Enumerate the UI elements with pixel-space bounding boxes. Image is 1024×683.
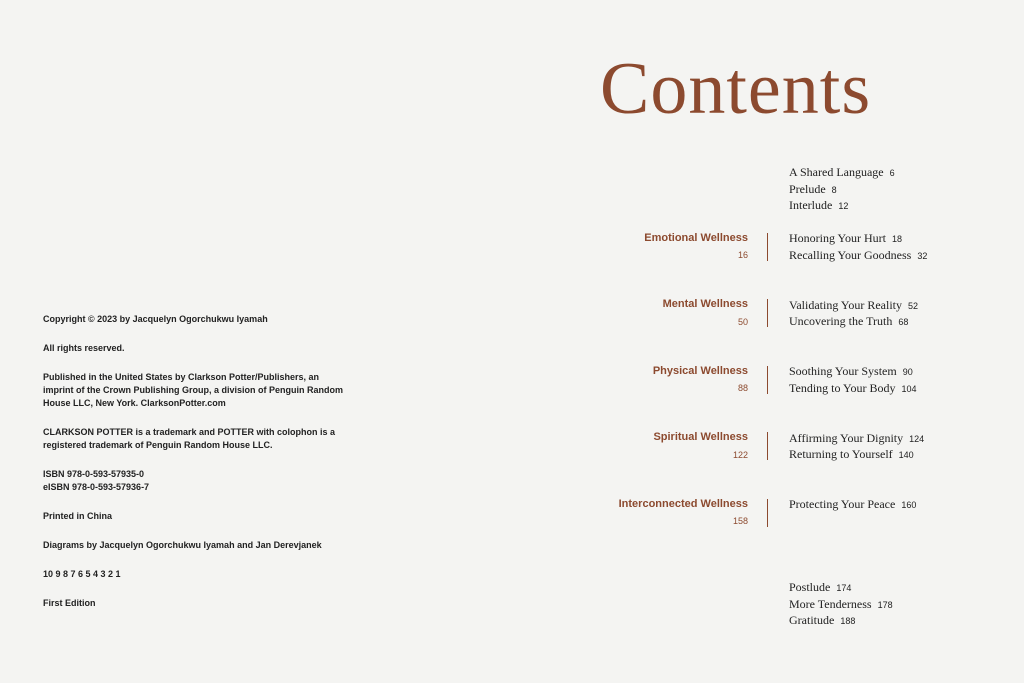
toc-entry-label: Uncovering the Truth (789, 314, 893, 328)
toc-entry[interactable] (789, 579, 851, 596)
copyright-line: Copyright © 2023 by Jacquelyn Ogorchukwu Iyamah (43, 314, 268, 324)
edition-line: First Edition (43, 598, 96, 608)
toc-entry-page: 6 (889, 168, 895, 178)
rights-line: All rights reserved. (43, 343, 125, 353)
section-title-spiritual[interactable]: Spiritual Wellness (653, 431, 748, 443)
toc-entry[interactable] (789, 197, 848, 214)
toc-entry-label: Honoring Your Hurt (789, 231, 887, 245)
toc-entry-page: 160 (901, 500, 917, 510)
eisbn-line: eISBN 978-0-593-57936-7 (43, 482, 150, 492)
section-page: 50 (737, 317, 748, 327)
toc-entry[interactable] (789, 313, 908, 330)
toc-entry[interactable] (789, 430, 924, 447)
diagrams-credit-line: Diagrams by Jacquelyn Ogorchukwu Iyamah and Jan Derevjanek (43, 540, 322, 550)
section-divider (767, 499, 768, 527)
toc-entry-label: Gratitude (789, 613, 835, 627)
toc-entry-page: 174 (836, 583, 852, 593)
toc-entry-page: 12 (838, 201, 849, 211)
copyright-block (43, 313, 343, 626)
toc-entry-label: Tending to Your Body (789, 381, 896, 395)
toc-entry-page: 52 (908, 301, 919, 311)
section-title-physical[interactable]: Physical Wellness (652, 365, 748, 377)
toc-entry-page: 104 (901, 384, 917, 394)
printed-line: Printed in China (43, 511, 113, 521)
toc-entry-label: Returning to Yourself (789, 447, 893, 461)
toc-entry[interactable] (789, 446, 914, 463)
section-page: 88 (737, 383, 748, 393)
page-title: Contents (600, 48, 872, 130)
toc-entry-page: 32 (917, 251, 928, 261)
section-page: 16 (737, 250, 748, 260)
toc-entry-label: A Shared Language (789, 165, 884, 179)
section-divider (767, 432, 768, 460)
toc-entry[interactable] (789, 297, 918, 314)
toc-entry-page: 140 (898, 450, 914, 460)
toc-entry-label: Protecting Your Peace (789, 497, 896, 511)
toc-entry-label: Postlude (789, 580, 831, 594)
section-divider (767, 299, 768, 327)
toc-entry[interactable] (789, 230, 902, 247)
toc-entry[interactable] (789, 363, 913, 380)
toc-entry-page: 8 (831, 185, 837, 195)
section-page: 122 (732, 450, 748, 460)
section-title-mental[interactable]: Mental Wellness (662, 298, 748, 310)
toc-entry-page: 18 (892, 234, 903, 244)
toc-entry-label: Soothing Your System (789, 364, 897, 378)
toc-entry[interactable] (789, 496, 916, 513)
toc-entry-label: Interlude (789, 198, 833, 212)
toc-entry-page: 188 (840, 616, 856, 626)
toc-entry-page: 68 (898, 317, 909, 327)
toc-entry[interactable] (789, 380, 917, 397)
toc-entry-label: Prelude (789, 182, 826, 196)
toc-entry-label: Validating Your Reality (789, 298, 902, 312)
trademark-line: CLARKSON POTTER is a trademark and POTTER with colophon is a registered trademark of Penguin Random House LLC. (43, 427, 336, 450)
section-divider (767, 366, 768, 394)
toc-entry[interactable] (789, 164, 895, 181)
section-title-emotional[interactable]: Emotional Wellness (644, 232, 748, 244)
toc-entry-label: Recalling Your Goodness (789, 248, 912, 262)
toc-entry[interactable] (789, 247, 927, 264)
toc-entry-label: Affirming Your Dignity (789, 431, 904, 445)
printing-line: 10 9 8 7 6 5 4 3 2 1 (43, 569, 121, 579)
toc-entry-page: 178 (877, 600, 893, 610)
section-title-interconnected[interactable]: Interconnected Wellness (618, 498, 748, 510)
toc-entry-page: 90 (902, 367, 913, 377)
isbn-line: ISBN 978-0-593-57935-0 (43, 469, 145, 479)
toc-entry[interactable] (789, 596, 893, 613)
toc-entry[interactable] (789, 612, 855, 629)
toc-entry-page: 124 (909, 434, 925, 444)
section-divider (767, 233, 768, 261)
section-page: 158 (732, 516, 748, 526)
toc-entry[interactable] (789, 181, 837, 198)
toc-entry-label: More Tenderness (789, 597, 872, 611)
publisher-line: Published in the United States by Clarkson Potter/Publishers, an imprint of the Crown Publishing Group, a division of Penguin Random House LLC, New York. ClarksonPotter.com (43, 372, 343, 408)
